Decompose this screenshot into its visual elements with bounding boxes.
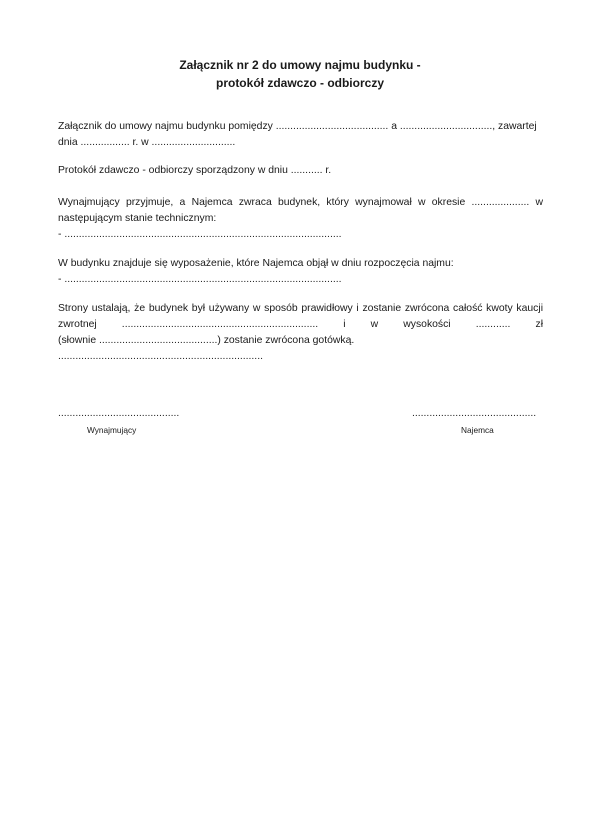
tenant-line-1: Wynajmujący przyjmuje, a Najemca zwraca budynek, który wynajmował w okresie .................... w	[58, 197, 543, 208]
tenant-signature-line: ...........................................	[412, 408, 537, 419]
tenant-paragraph	[58, 195, 543, 243]
equipment-line-1: W budynku znajduje się wyposażenie, które Najemca objął w dniu rozpoczęcia najmu:	[58, 258, 454, 269]
intro-line-2: dnia ................. r. w .............................	[58, 137, 236, 148]
parties-line-2: zwrotnej .................................................................... i w wysokości ............ zł	[58, 319, 543, 330]
tenant-line-2: następującym stanie technicznym:	[58, 213, 217, 224]
title-line-1: Załącznik nr 2 do umowy najmu budynku -	[179, 58, 421, 72]
intro-line-1: Załącznik do umowy najmu budynku pomiędzy ....................................... a ................................, zawartej	[58, 121, 537, 132]
protocol-line: Protokół zdawczo - odbiorczy sporządzony w dniu ........... r.	[58, 165, 332, 176]
equipment-paragraph	[58, 256, 543, 288]
equipment-line-2: - ................................................................................................	[58, 274, 342, 285]
parties-line-3: (słownie .........................................) zostanie zwrócona gotówką.	[58, 335, 355, 346]
document-title	[0, 56, 600, 92]
parties-line-4: .......................................................................	[58, 351, 263, 362]
tenant-signature-label: Najemca	[461, 425, 494, 435]
parties-line-1: Strony ustalają, że budynek był używany w sposób prawidłowy i zostanie zwrócona całość kwoty kaucji	[58, 303, 543, 314]
intro-paragraph	[58, 119, 543, 151]
landlord-signature-label: Wynajmujący	[87, 425, 137, 435]
parties-paragraph	[58, 301, 543, 365]
landlord-signature-line: ..........................................	[58, 408, 180, 419]
title-line-2: protokół zdawczo - odbiorczy	[215, 76, 384, 90]
tenant-line-3: - ................................................................................................	[58, 229, 342, 240]
protocol-paragraph	[58, 163, 543, 179]
